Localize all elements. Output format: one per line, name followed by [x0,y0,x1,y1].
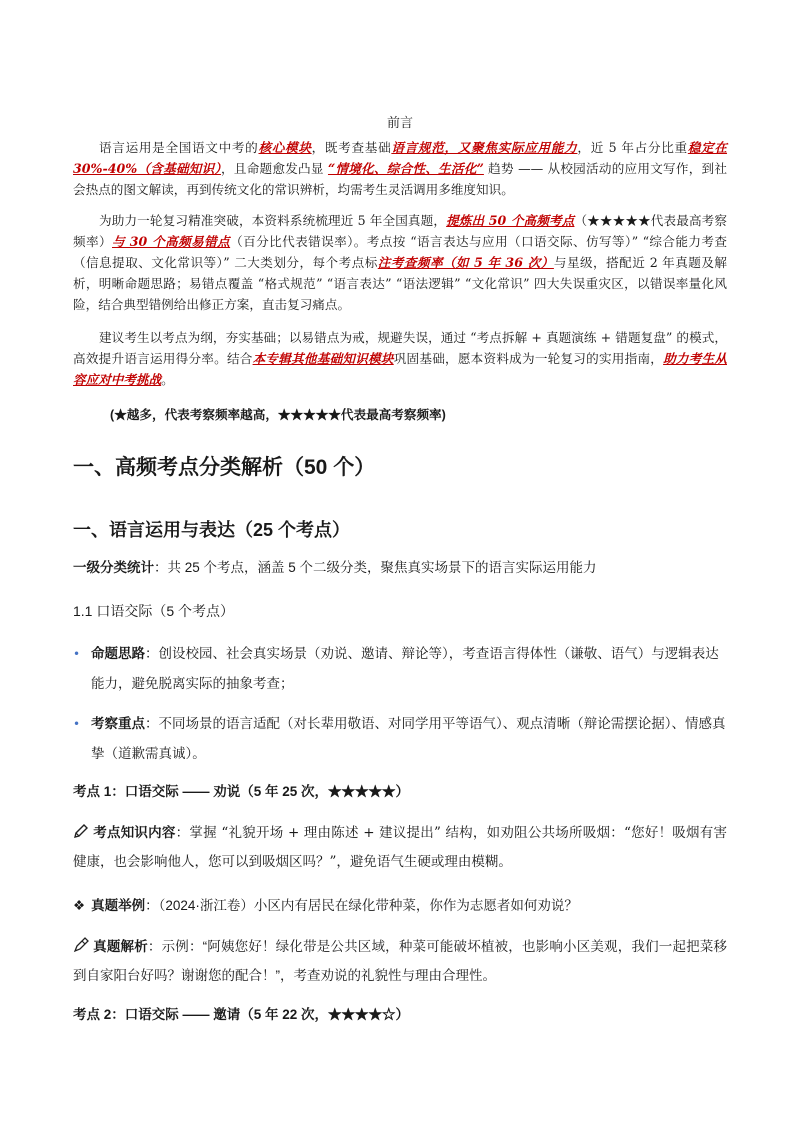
example-text: ：（2024·浙江卷）小区内有居民在绿化带种菜，你作为志愿者如何劝说？ [145,898,578,913]
emphasis-text: 注考查频率（如 5 年 36 次） [377,255,554,270]
bullet-text: ：创设校园、社会真实场景（劝说、邀请、辩论等），考查语言得体性（谦敬、语气）与逻辑表达能力，避免脱离实际的抽象考查； [91,646,719,692]
analysis-text: ：示例：“阿姨您好！绿化带是公共区域，种菜可能破坏植被，也影响小区美观，我们一起把菜移到自家阳台好吗？谢谢您的配合！”，考查劝说的礼貌性与理由合理性。 [73,939,727,983]
key-point-1-knowledge [73,818,727,877]
bullet-label: 命题思路 [91,646,145,661]
bullet-item [73,709,727,769]
analysis-label: 真题解析 [93,939,148,954]
emphasis-text: 本专辑其他基础知识模块 [252,351,394,366]
paragraph-text: 趋势 —— 从校园活动的应用文写作，到社会热点的图文解读，再到传统文化的常识辨析，均需考生灵活调用多维度知识。 [73,161,727,197]
key-point-1-analysis [73,932,727,990]
preface-title: 前言 [386,116,413,131]
bullet-dot-icon: • [73,647,81,661]
subsection-heading: 一、语言运用与表达（25 个考点） [73,520,351,540]
key-point-2-heading: 考点 2：口语交际 —— 邀请（5 年 22 次，★★★★☆） [73,1007,410,1022]
paragraph-text: 巩固基础，愿本资料成为一轮复习的实用指南， [393,351,664,366]
preface-paragraph-1 [73,137,727,200]
bullet-item [73,639,727,699]
emphasis-text: 稳定在 30%-40%（含基础知识） [73,140,728,176]
key-point-1-example [73,891,727,920]
example-label: 真题举例 [91,898,146,913]
emphasis-text: “情境化、综合性、生活化” [327,161,484,176]
paragraph-text: ，近 5 年占分比重 [577,140,688,155]
key-point-1-heading: 考点 1：口语交际 —— 劝说（5 年 25 次，★★★★★） [73,784,410,799]
bullet-label: 考察重点 [91,716,145,731]
knowledge-text: ：掌握 “礼貌开场 + 理由陈述 + 建议提出” 结构，如劝阻公共场所吸烟：“您好！吸烟有害健康，也会影响他人，您可以到吸烟区吗？”，避免语气生硬或理由模糊。 [73,825,728,870]
stat-label: 一级分类统计 [73,560,154,575]
paragraph-text: （★★★★★代表最高考察频率） [73,213,727,249]
paragraph-text: 建议考生以考点为纲，夯实基础；以易错点为戒，规避失误，通过 “考点拆解 + 真题演练 + 错题复盘” 的模式，高效提升语言运用得分率。结合 [73,330,727,366]
stat-text: ：共 25 个考点，涵盖 5 个二级分类，聚焦真实场景下的语言实际运用能力 [154,560,597,575]
paragraph-text: 语言运用是全国语文中考的 [99,140,259,155]
knowledge-label: 考点知识内容 [93,825,176,840]
emphasis-text: 核心模块 [258,140,312,155]
paragraph-text: （百分比代表错误率）。考点按 “语言表达与应用（口语交际、仿写等）” “综合能力考查（信息提取、文化常识等）” 二大类划分，每个考点标 [73,234,728,270]
category-statistics [73,556,597,576]
emphasis-text: 提炼出 50 个高频考点 [446,213,575,228]
emphasis-text: 助力考生从容应对中考挑战 [73,351,727,387]
paragraph-text: 。 [161,372,174,387]
paragraph-text: 与星级，搭配近 2 年真题及解析，明晰命题思路；易错点覆盖 “格式规范” “语言表达” “语法逻辑” “文化常识” 四大失误重灾区，以错误率量化风险，结合典型错例给出修正方案，直击复习痛点。 [73,255,727,312]
preface-paragraph-3 [73,327,727,390]
star-frequency-note: (★越多，代表考察频率越高，★★★★★代表最高考察频率) [110,408,446,422]
emphasis-text: 语言规范，又聚焦实际应用能力 [391,140,578,155]
paragraph-text: ，且命题愈发凸显 [221,161,328,176]
emphasis-text: 与 30 个高频易错点 [112,234,231,249]
subsection-1-1-heading: 1.1 口语交际（5 个考点） [73,603,235,619]
diamond-bullet-icon: ❖ [73,898,86,913]
preface-paragraph-2 [73,210,727,315]
section-heading: 一、高频考点分类解析（50 个） [73,456,376,479]
bullet-dot-icon: • [73,717,81,731]
bullet-text: ：不同场景的语言适配（对长辈用敬语、对同学用平等语气）、观点清晰（辩论需摆论据）、情感真挚（道歉需真诚）。 [91,716,726,762]
paragraph-text: ，既考查基础 [311,140,392,155]
pen-icon [73,937,89,953]
paragraph-text: 为助力一轮复习精准突破，本资料系统梳理近 5 年全国真题， [99,213,447,228]
pencil-icon [73,823,89,839]
